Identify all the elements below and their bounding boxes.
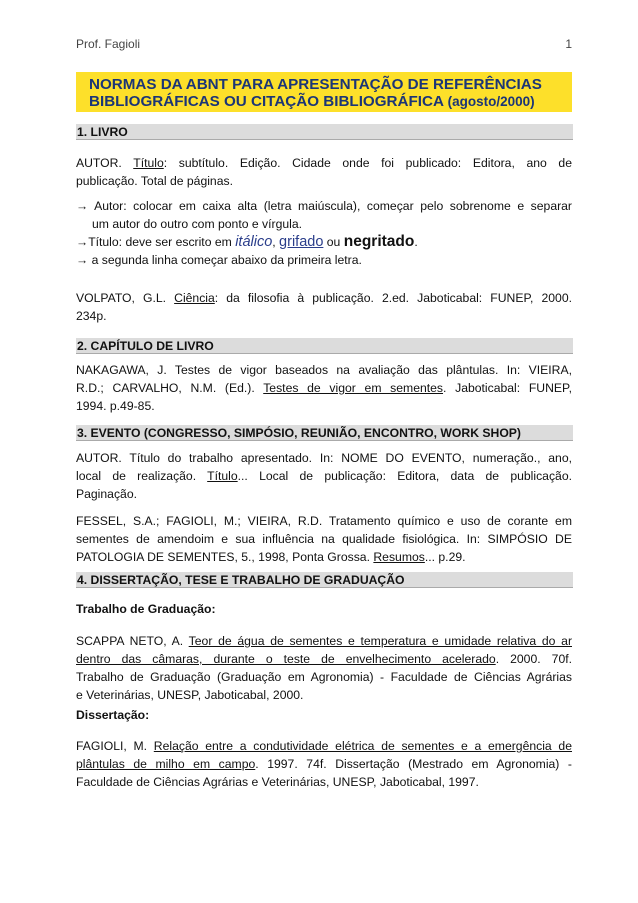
note-titulo: →Título: deve ser escrito em itálico, grifado ou negritado. xyxy=(76,233,418,250)
dissertacao-example: FAGIOLI, M. Relação entre a condutividade elétrica de sementes e a emergência de plântulas de milho em campo. 1997. 74f. Dissertação (Mestrado em Agronomia) - Faculdade de Ciências Agrárias e Veterinárias, UNESP, Jaboticabal, 1997. xyxy=(76,739,572,789)
livro-example: VOLPATO, G.L. Ciência: da filosofia à publicação. 2.ed. Jaboticabal: FUNEP, 2000. 234p. xyxy=(76,291,572,323)
subheading-dissertacao: Dissertação: xyxy=(76,708,150,722)
page-number: 1 xyxy=(565,37,572,51)
note-segunda-linha: → a segunda linha começar abaixo da primeira letra. xyxy=(76,253,362,267)
livro-format: AUTOR. Título: subtítulo. Edição. Cidade onde foi publicado: Editora, ano de publicação. Total de páginas. xyxy=(76,156,572,188)
section-heading-livro: 1. LIVRO xyxy=(76,124,573,140)
header-author: Prof. Fagioli xyxy=(76,37,141,51)
title-line-2 xyxy=(89,93,564,110)
section-heading-capitulo: 2. CAPÍTULO DE LIVRO xyxy=(76,338,573,354)
livro-notes: → Autor: colocar em caixa alta (letra maiúscula), começar pelo sobrenome e separar um autor do outro com ponto e vírgula. →Título: deve ser escrito em itálico, grifado ou negritado. → a segunda linha começar abaixo da primeira letra. xyxy=(76,199,572,267)
title-line-1: NORMAS DA ABNT PARA APRESENTAÇÃO DE REFERÊNCIAS xyxy=(89,76,542,93)
capitulo-example: NAKAGAWA, J. Testes de vigor baseados na avaliação das plântulas. In: VIEIRA, R.D.; CARVALHO, N.M. (Ed.). Testes de vigor em sementes. Jaboticabal: FUNEP, 1994. p.49-85. xyxy=(76,363,572,413)
note-autor: → Autor: colocar em caixa alta (letra maiúscula), começar pelo sobrenome e separar xyxy=(76,199,572,213)
subheading-trabalho-graduacao: Trabalho de Graduação: xyxy=(76,602,216,616)
title-date: (agosto/2000) xyxy=(447,94,535,109)
evento-example: FESSEL, S.A.; FAGIOLI, M.; VIEIRA, R.D. Tratamento químico e uso de corante em sementes de amendoim e sua influência na qualidade fisiológica. In: SIMPÓSIO DE PATOLOGIA DE SEMENTES, 5., 1998, Ponta Grossa. Resumos... p.29. xyxy=(76,514,572,564)
trabalho-graduacao-example: SCAPPA NETO, A. Teor de água de sementes e temperatura e umidade relativa do ar dentro das câmaras, durante o teste de envelhecimento acelerado. 2000. 70f. Trabalho de Graduação (Graduação em Agronomia) - Faculdade de Ciências Agrárias e Veterinárias, UNESP, Jaboticabal, 2000. xyxy=(76,634,572,702)
evento-format: AUTOR. Título do trabalho apresentado. In: NOME DO EVENTO, numeração., ano, local de realização. Título... Local de publicação: Editora, data de publicação. Paginação. xyxy=(76,451,572,501)
document-title xyxy=(76,72,572,112)
page-header xyxy=(76,37,572,53)
section-heading-dissertacao: 4. DISSERTAÇÃO, TESE E TRABALHO DE GRADUAÇÃO xyxy=(76,572,573,588)
title-line-2-main: BIBLIOGRÁFICAS OU CITAÇÃO BIBLIOGRÁFICA xyxy=(89,93,444,110)
section-heading-evento: 3. EVENTO (CONGRESSO, SIMPÓSIO, REUNIÃO, ENCONTRO, WORK SHOP) xyxy=(76,425,573,441)
